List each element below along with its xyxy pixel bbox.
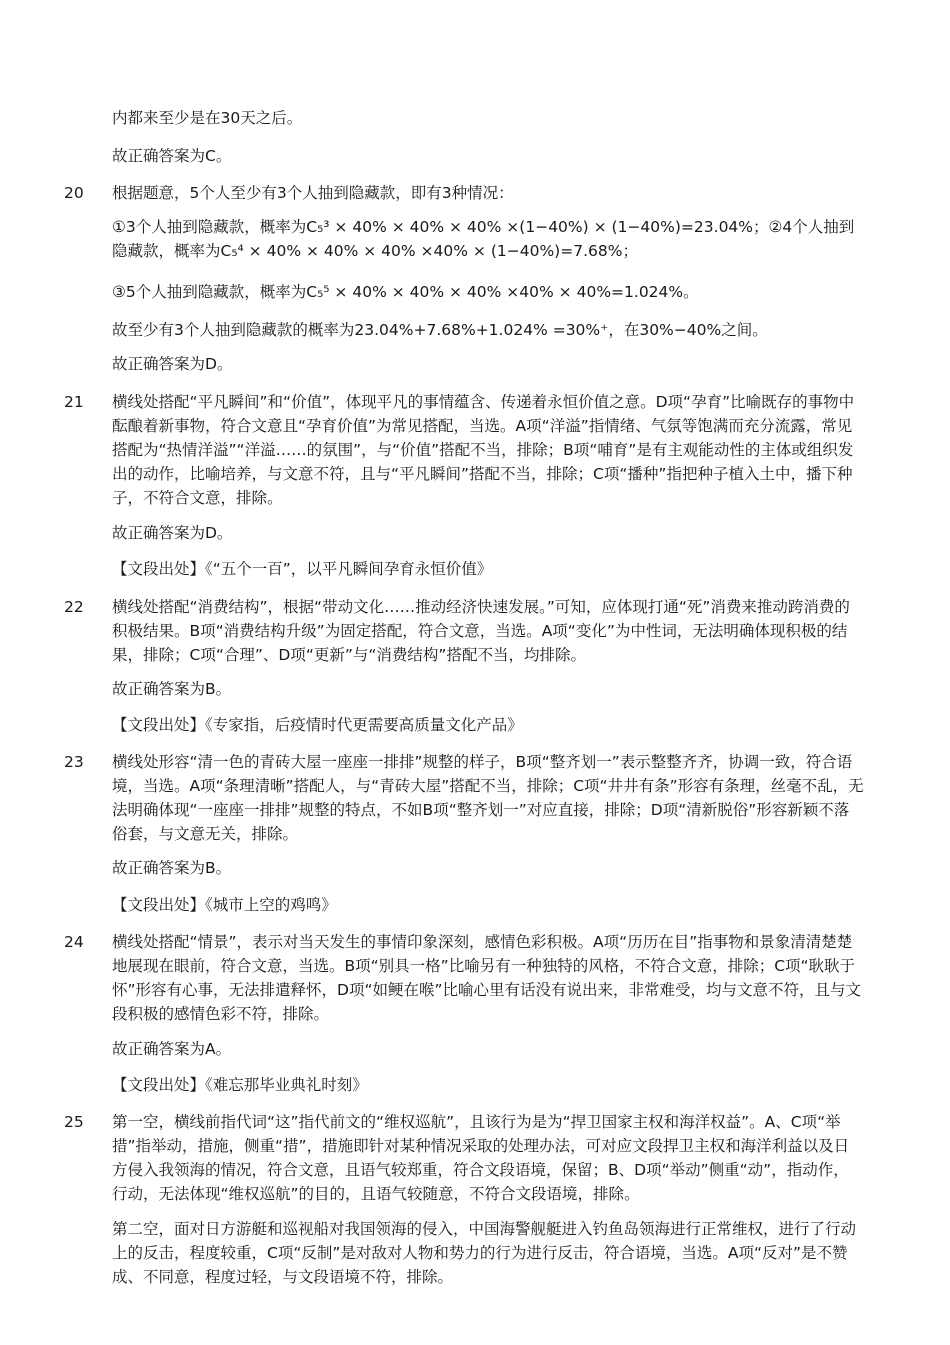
- answer-line: 故正确答案为C。: [112, 147, 232, 165]
- answer-line: 故正确答案为B。: [112, 680, 232, 698]
- source-citation: 【文段出处】《城市上空的鸡鸣》: [112, 896, 337, 914]
- source-citation: 【文段出处】《专家指，后疫情时代更需要高质量文化产品》: [112, 716, 523, 734]
- question-number: 22: [64, 598, 84, 616]
- answer-line: 故正确答案为D。: [112, 524, 233, 542]
- source-citation: 【文段出处】《难忘那毕业典礼时刻》: [112, 1076, 368, 1094]
- explanation-text: 第二空，面对日方游艇和巡视船对我国领海的侵入，中国海警舰艇进入钓鱼岛领海进行正常维权，进行了行动上的反击，程度较重，C项“反制”是对敌对人物和势力的行为进行反击，符合语境，当选。A项“反对”是不赞成、不同意，程度过轻，与文段语境不符，排除。: [112, 1220, 857, 1286]
- question-number: 24: [64, 933, 84, 951]
- explanation-text: 横线处搭配“消费结构”，根据“带动文化……推动经济快速发展。”可知，应体现打通“死”消费来推动跨消费的积极结果。B项“消费结构升级”为固定搭配，符合文意，当选。A项“变化”为中性词，无法明确体现积极的结果，排除；C项“合理”、D项“更新”与“消费结构”搭配不当，均排除。: [112, 598, 850, 664]
- question-number: 23: [64, 753, 84, 771]
- explanation-text: 横线处搭配“平凡瞬间”和“价值”，体现平凡的事情蕴含、传递着永恒价值之意。D项“孕育”比喻既存的事物中酝酿着新事物，符合文意且“孕育价值”为常见搭配，当选。A项“洋溢”指情绪、气氛等饱满而充分流露，常见搭配为“热情洋溢”“洋溢……的氛围”，与“价值”搭配不当，排除；B项“哺育”是有主观能动性的主体或组织发出的动作，比喻培养，与文意不符，且与“平凡瞬间”搭配不当，排除；C项“播种”指把种子植入土中，播下种子，不符合文意，排除。: [112, 393, 855, 507]
- answer-line: 故正确答案为D。: [112, 355, 233, 373]
- math-case-3: ③5个人抽到隐藏款，概率为C₅⁵ × 40% × 40% × 40% ×40% × 40%=1.024%。: [112, 283, 699, 301]
- explanation-text: 根据题意，5个人至少有3个人抽到隐藏款，即有3种情况：: [112, 184, 514, 202]
- question-number: 25: [64, 1113, 84, 1131]
- math-conclusion: 故至少有3个人抽到隐藏款的概率为23.04%+7.68%+1.024% =30%⁺，在30%−40%之间。: [112, 321, 768, 339]
- question-number: 20: [64, 184, 84, 202]
- text-continuation: 内都来至少是在30天之后。: [112, 109, 303, 127]
- source-citation: 【文段出处】《“五个一百”，以平凡瞬间孕育永恒价值》: [112, 560, 493, 578]
- explanation-text: 第一空，横线前指代词“这”指代前文的“维权巡航”，且该行为是为“捍卫国家主权和海洋权益”。A、C项“举措”指举动，措施，侧重“措”，措施即针对某种情况采取的处理办法，可对应文段捍卫主权和海洋利益以及日方侵入我领海的情况，符合文意，且语气较郑重，符合文段语境，保留；B、D项“举动”侧重“动”，指动作，行动，无法体现“维权巡航”的目的，且语气较随意，不符合文段语境，排除。: [112, 1113, 850, 1203]
- answer-line: 故正确答案为B。: [112, 859, 232, 877]
- explanation-text: 横线处形容“清一色的青砖大屋一座座一排排”规整的样子，B项“整齐划一”表示整整齐齐，协调一致，符合语境，当选。A项“条理清晰”搭配人，与“青砖大屋”搭配不当，排除；C项“井井有条”形容有条理，丝毫不乱，无法明确体现“一座座一排排”规整的特点，不如B项“整齐划一”对应直接，排除；D项“清新脱俗”形容新颖不落俗套，与文意无关，排除。: [112, 753, 864, 843]
- explanation-text: 横线处搭配“情景”，表示对当天发生的事情印象深刻，感情色彩积极。A项“历历在目”指事物和景象清清楚楚地展现在眼前，符合文意，当选。B项“别具一格”比喻另有一种独特的风格，不符合文意，排除；C项“耿耿于怀”形容有心事，无法排遣释怀，D项“如鲠在喉”比喻心里有话没有说出来，非常难受，均与文意不符，且与文段积极的感情色彩不符，排除。: [112, 933, 862, 1023]
- answer-line: 故正确答案为A。: [112, 1040, 232, 1058]
- math-case-1-2: ①3个人抽到隐藏款，概率为C₅³ × 40% × 40% × 40% ×(1−40%) × (1−40%)=23.04%；②4个人抽到隐藏款，概率为C₅⁴ × 40% × 40% × 40% ×40% × (1−40%)=7.68%；: [112, 218, 855, 260]
- question-number: 21: [64, 393, 84, 411]
